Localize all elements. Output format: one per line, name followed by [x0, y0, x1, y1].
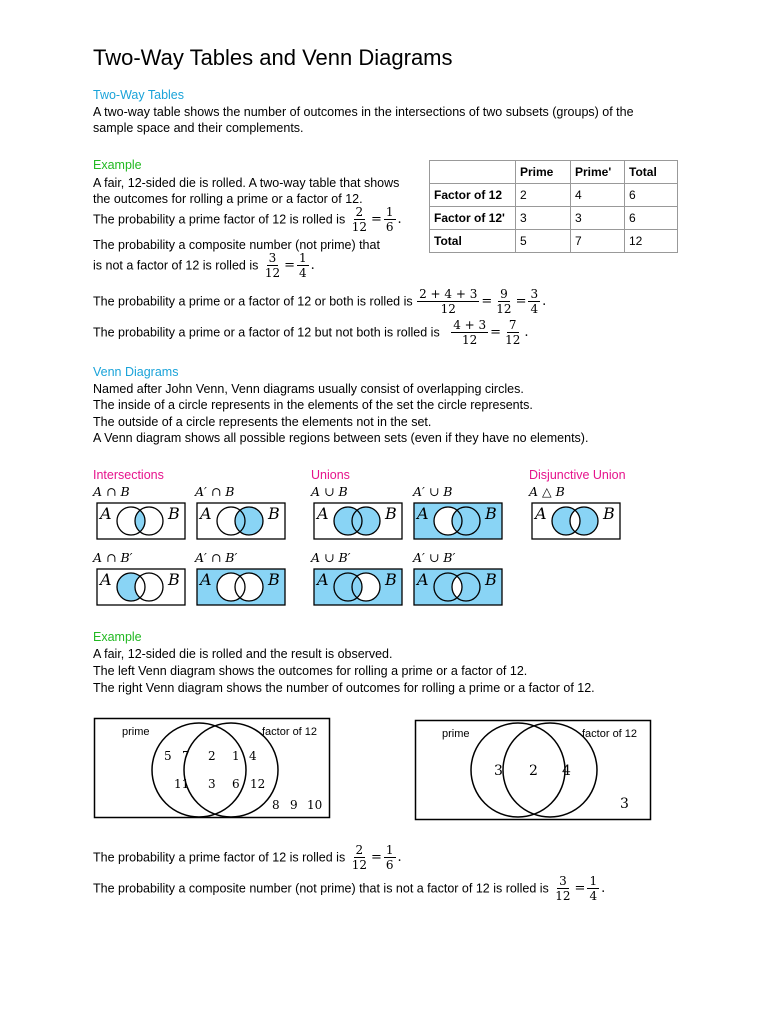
set-b-label: B [168, 570, 180, 589]
example1-prob1: The probability a prime factor of 12 is rolled is $\frac{2}{12}$ = $\frac{1}{6}$ . [93, 205, 402, 234]
value-11: 11 [174, 777, 190, 791]
prime-label: prime [442, 728, 470, 740]
venn-not-a-and-b [197, 503, 285, 539]
set-b-label: B [168, 504, 180, 523]
denominator: 4 [530, 302, 539, 316]
numerator: 4 + 3 [453, 318, 487, 332]
set-a-label: A [317, 570, 329, 589]
denominator: 12 [496, 302, 512, 316]
label-not-a-and-not-b: A′ ∩ B′ [195, 550, 238, 565]
prime-only-count: 3 [494, 763, 503, 779]
set-b-label: B [603, 504, 615, 523]
fraction [587, 874, 599, 903]
table-row-header: Factor of 12 [430, 184, 516, 207]
value-5: 5 [164, 749, 172, 763]
prob1-text: The probability a prime factor of 12 is rolled is [93, 850, 346, 865]
example1-line2: the outcomes for rolling a prime or a factor of 12. [93, 192, 363, 206]
denominator: 12 [505, 333, 521, 347]
venn-a-xor-b [532, 503, 620, 539]
venn-not-a-or-b [414, 503, 502, 539]
twoway-heading: Two-Way Tables [93, 88, 185, 102]
fraction [350, 843, 369, 872]
venn-a-or-not-b [314, 569, 402, 605]
denominator: 12 [351, 220, 367, 234]
twoway-intro-line2: sample space and their complements. [93, 121, 304, 135]
table-header-cell: Prime' [571, 161, 625, 184]
page-title: Two-Way Tables and Venn Diagrams [93, 45, 453, 70]
label-a-or-b: A ∪ B [311, 484, 348, 499]
fraction [384, 843, 396, 872]
set-b-label: B [385, 570, 397, 589]
denominator: 12 [440, 302, 456, 316]
outcomes-venn-diagram [94, 718, 330, 818]
label-not-a-or-not-b: A′ ∪ B′ [413, 550, 456, 565]
set-a-label: A [535, 504, 547, 523]
intersection-count: 2 [529, 763, 538, 779]
table-header-cell: Total [625, 161, 678, 184]
set-a-label: A [100, 570, 112, 589]
value-7: 7 [182, 749, 190, 763]
table-cell: 2 [516, 184, 571, 207]
example1-prob3: The probability a prime or a factor of 12 or both is rolled is $\frac{2 + 4 + 3}{12}$ = $\frac{9}{12}$ = $\frac{3}{4}$ . [93, 287, 547, 316]
example1-heading: Example [93, 158, 142, 172]
factor-label: factor of 12 [262, 726, 318, 738]
table-cell: 5 [516, 230, 571, 253]
table-cell: 6 [625, 184, 678, 207]
venn-not-a-or-not-b [414, 569, 502, 605]
numerator: 9 [500, 287, 508, 301]
numerator: 1 [589, 874, 598, 888]
value-9: 9 [290, 798, 298, 812]
example2-heading: Example [93, 630, 142, 644]
table-cell: 3 [571, 207, 625, 230]
numerator: 1 [385, 205, 394, 219]
example1-prob4: The probability a prime or a factor of 12 but not both is rolled is $\frac{4 + 3}{12}$ = $\frac{7}{12}$ . [93, 318, 529, 347]
set-a-label: A [200, 570, 212, 589]
set-a-label: A [200, 504, 212, 523]
set-b-label: B [268, 570, 280, 589]
label-a-or-not-b: A ∪ B′ [311, 550, 351, 565]
value-1: 1 [232, 749, 240, 763]
denominator: 6 [385, 220, 394, 234]
numerator: 7 [508, 318, 517, 332]
prob1-text: The probability a prime factor of 12 is rolled is [93, 212, 346, 227]
set-b-label: B [485, 504, 497, 523]
value-6: 6 [232, 777, 240, 791]
set-a-label: A [417, 570, 429, 589]
prob3-text: The probability a prime or a factor of 12 or both is rolled is [93, 294, 413, 309]
prob2-text: is not a factor of 12 is rolled is [93, 258, 259, 273]
intersections-heading: Intersections [93, 468, 164, 482]
example2-line3: The right Venn diagram shows the number of outcomes for rolling a prime or a factor of 12. [93, 681, 595, 695]
venn-line1: Named after John Venn, Venn diagrams usually consist of overlapping circles. [93, 382, 524, 396]
venn-a-and-not-b [97, 569, 185, 605]
venn-not-a-and-not-b [197, 569, 285, 605]
denominator: 12 [264, 266, 281, 280]
value-12: 12 [250, 777, 266, 791]
label-a-and-b: A ∩ B [93, 484, 130, 499]
table-row-header: Factor of 12' [430, 207, 516, 230]
factor-only-count: 4 [562, 763, 571, 779]
table-cell: 7 [571, 230, 625, 253]
numerator: 2 [355, 843, 364, 857]
table-cell: 4 [571, 184, 625, 207]
unions-heading: Unions [311, 468, 350, 482]
numerator: 3 [530, 287, 539, 301]
venn-a-and-b [97, 503, 185, 539]
numerator: 3 [268, 251, 277, 265]
set-a-label: A [317, 504, 329, 523]
denominator: 4 [299, 266, 307, 280]
example2-prob1: The probability a prime factor of 12 is rolled is $\frac{2}{12}$ = $\frac{1}{6}$ . [93, 843, 402, 872]
disjunctive-heading: Disjunctive Union [529, 468, 626, 482]
table-cell: 3 [516, 207, 571, 230]
table-cell: 6 [625, 207, 678, 230]
denominator: 12 [462, 333, 478, 347]
numerator: 2 + 4 + 3 [419, 287, 478, 301]
venn-line3: The outside of a circle represents the elements not in the set. [93, 415, 432, 429]
prime-circle [152, 723, 246, 817]
venn-line2: The inside of a circle represents in the elements of the set the circle represents. [93, 398, 533, 412]
example2-line2: The left Venn diagram shows the outcomes for rolling a prime or a factor of 12. [93, 664, 528, 678]
factor-label: factor of 12 [582, 728, 638, 740]
example1-line1: A fair, 12-sided die is rolled. A two-way table that shows [93, 176, 400, 190]
denominator: 12 [351, 858, 367, 872]
denominator: 6 [385, 858, 394, 872]
set-b-label: B [268, 504, 280, 523]
example1-prob2: is not a factor of 12 is rolled is $\frac{3}{12}$ = $\frac{1}{4}$ . [93, 251, 315, 280]
venn-line4: A Venn diagram shows all possible regions between sets (even if they have no elements). [93, 431, 589, 445]
example2-line1: A fair, 12-sided die is rolled and the result is observed. [93, 647, 393, 661]
set-b-label: B [485, 570, 497, 589]
prime-circle [471, 723, 565, 817]
denominator: 12 [555, 889, 571, 903]
denominator: 4 [589, 889, 598, 903]
label-a-and-not-b: A ∩ B′ [93, 550, 133, 565]
prob2-text: The probability a composite number (not prime) that is not a factor of 12 is rolled is [93, 881, 549, 896]
label-a-xor-b: A △ B [529, 484, 565, 499]
value-2: 2 [208, 749, 216, 763]
counts-venn-diagram [415, 720, 651, 820]
value-4: 4 [249, 749, 257, 763]
set-a-label: A [100, 504, 112, 523]
prob4-text: The probability a prime or a factor of 12 but not both is rolled is [93, 325, 440, 340]
twoway-intro-line1: A two-way table shows the number of outcomes in the intersections of two subsets (groups) of the [93, 105, 634, 119]
set-b-label: B [385, 504, 397, 523]
table-header-cell: Prime [516, 161, 571, 184]
table-cell: 12 [625, 230, 678, 253]
outside-count: 3 [620, 796, 629, 812]
venn-heading: Venn Diagrams [93, 365, 179, 379]
venn-a-or-b [314, 503, 402, 539]
example1-prob2-line1: The probability a composite number (not prime) that [93, 238, 380, 252]
table-row-header: Total [430, 230, 516, 253]
numerator: 3 [559, 874, 567, 888]
numerator: 1 [299, 251, 307, 265]
label-not-a-and-b: A′ ∩ B [195, 484, 235, 499]
prime-label: prime [122, 726, 150, 738]
value-8: 8 [272, 798, 280, 812]
label-not-a-or-b: A′ ∪ B [413, 484, 453, 499]
value-10: 10 [307, 798, 323, 812]
numerator: 1 [385, 843, 394, 857]
numerator: 2 [355, 205, 364, 219]
value-3: 3 [208, 777, 216, 791]
example2-prob2: The probability a composite number (not prime) that is not a factor of 12 is rolled is $\frac{3}{12}$ = $\frac{1}{4}$ . [93, 874, 606, 903]
fraction [553, 874, 572, 903]
set-a-label: A [417, 504, 429, 523]
